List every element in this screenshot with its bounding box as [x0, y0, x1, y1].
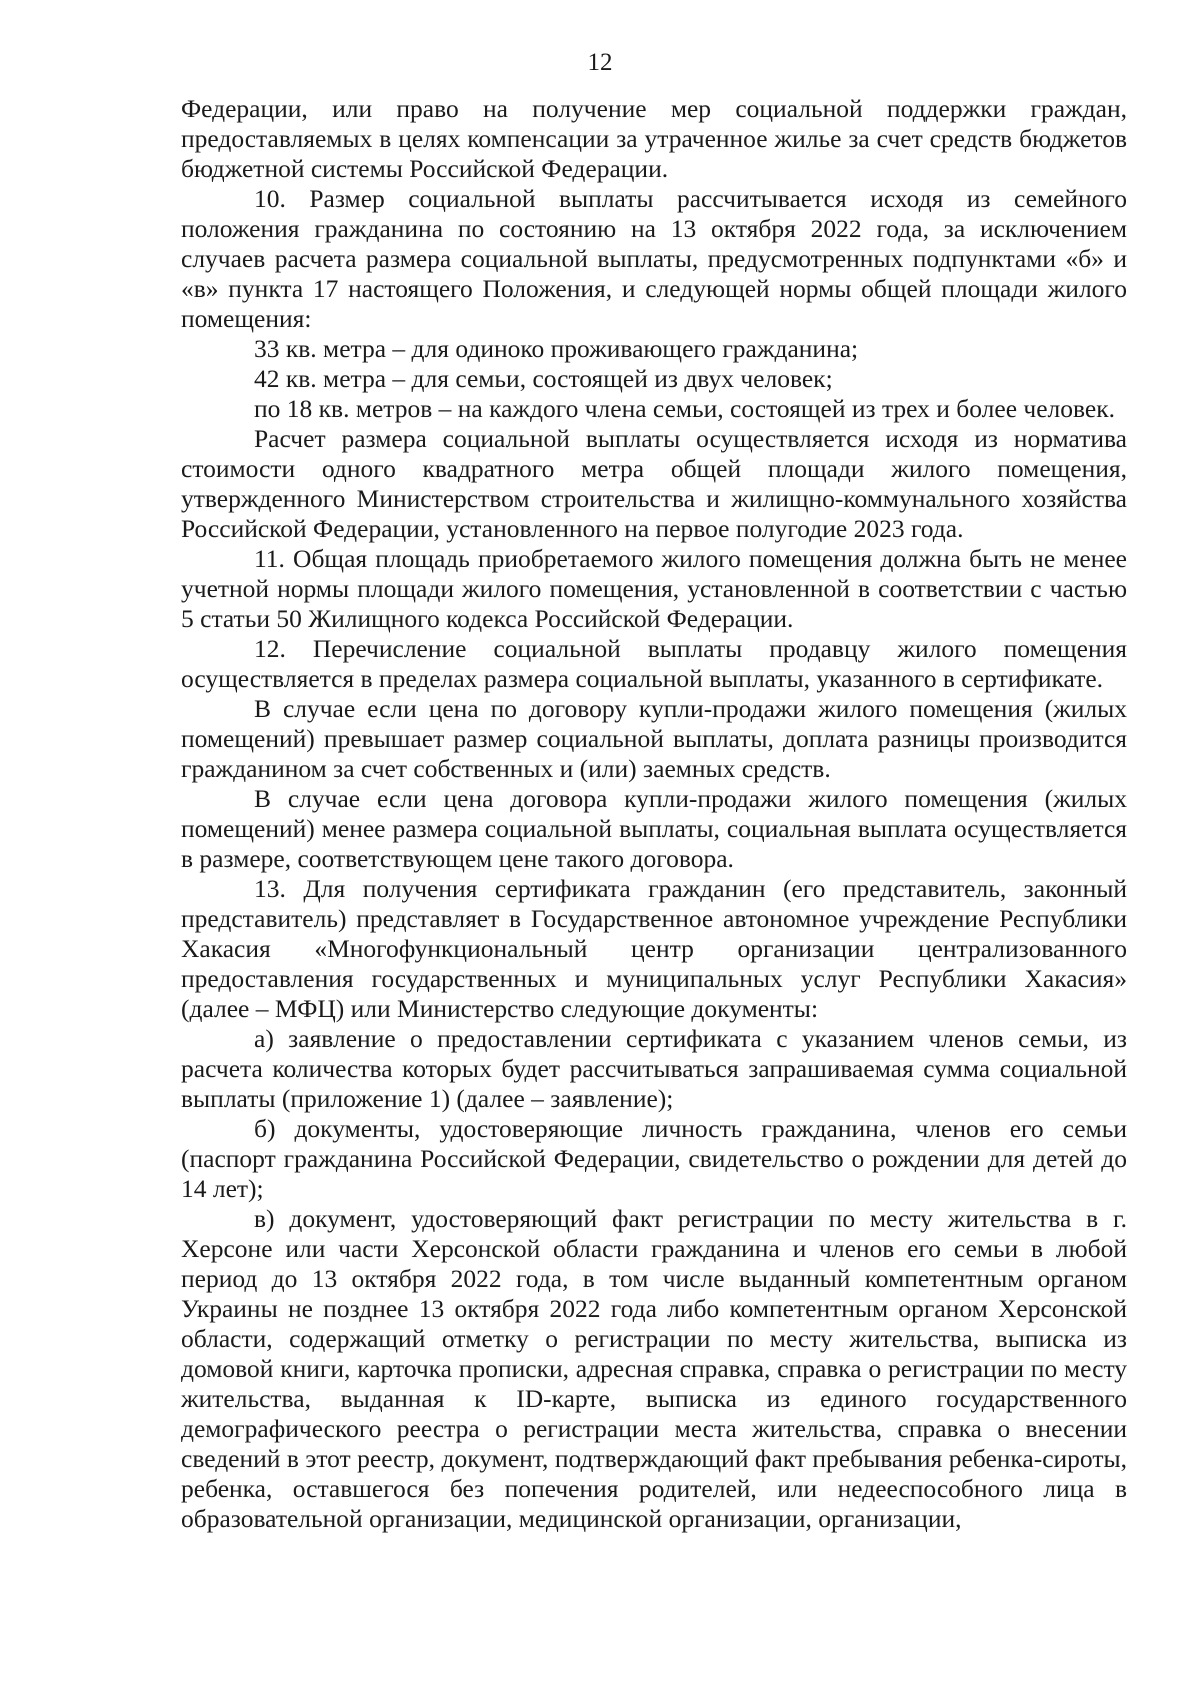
- paragraph-norm-two-persons: 42 кв. метра – для семьи, состоящей из двух человек;: [254, 364, 833, 393]
- paragraph-calculation-basis: Расчет размера социальной выплаты осуществляется исходя из норматива стоимости одного квадратного метра общей площади жилого помещения, утвержденного Министерством строительства и жилищно-коммунального хозяйства Российской Федерации, установленного на первое полугодие 2023 года.: [181, 424, 1127, 543]
- paragraph-continuation: Федерации, или право на получение мер социальной поддержки граждан, предоставляемых в целях компенсации за утраченное жилье за счет средств бюджетов бюджетной системы Российской Федерации.: [181, 94, 1127, 183]
- paragraph-norm-single: 33 кв. метра – для одиноко проживающего гражданина;: [254, 334, 859, 363]
- paragraph-item-13: 13. Для получения сертификата гражданин (его представитель, законный представитель) представляет в Государственное автономное учреждение Республики Хакасия «Многофункциональный центр организации централизованного предоставления государственных и муниципальных услуг Республики Хакасия» (далее – МФЦ) или Министерство следующие документы:: [181, 874, 1127, 1023]
- paragraph-price-exceeds: В случае если цена по договору купли-продажи жилого помещения (жилых помещений) превышает размер социальной выплаты, доплата разницы производится гражданином за счет собственных и (или) заемных средств.: [181, 694, 1127, 783]
- paragraph-norm-three-plus: по 18 кв. метров – на каждого члена семьи, состоящей из трех и более человек.: [254, 394, 1115, 423]
- paragraph-item-12: 12. Перечисление социальной выплаты продавцу жилого помещения осуществляется в пределах размера социальной выплаты, указанного в сертификате.: [181, 634, 1127, 693]
- document-body: [181, 94, 1127, 1534]
- paragraph-subitem-v: в) документ, удостоверяющий факт регистрации по месту жительства в г. Херсоне или части Херсонской области гражданина и членов его семьи в любой период до 13 октября 2022 года, в том числе выданный компетентным органом Украины не позднее 13 октября 2022 года либо компетентным органом Херсонской области, содержащий отметку о регистрации по месту жительства, выписка из домовой книги, карточка прописки, адресная справка, справка о регистрации по месту жительства, выданная к ID-карте, выписка из единого государственного демографического реестра о регистрации места жительства, справка о внесении сведений в этот реестр, документ, подтверждающий факт пребывания ребенка-сироты, ребенка, оставшегося без попечения родителей, или недееспособного лица в образовательной организации, медицинской организации, организации,: [181, 1204, 1127, 1533]
- page-number: 12: [587, 49, 613, 76]
- paragraph-subitem-a: а) заявление о предоставлении сертификата с указанием членов семьи, из расчета количества которых будет рассчитываться запрашиваемая сумма социальной выплаты (приложение 1) (далее – заявление);: [181, 1024, 1127, 1113]
- paragraph-item-11: 11. Общая площадь приобретаемого жилого помещения должна быть не менее учетной нормы площади жилого помещения, установленной в соответствии с частью 5 статьи 50 Жилищного кодекса Российской Федерации.: [181, 544, 1127, 633]
- paragraph-subitem-b: б) документы, удостоверяющие личность гражданина, членов его семьи (паспорт гражданина Российской Федерации, свидетельство о рождении для детей до 14 лет);: [181, 1114, 1127, 1203]
- paragraph-item-10: 10. Размер социальной выплаты рассчитывается исходя из семейного положения гражданина по состоянию на 13 октября 2022 года, за исключением случаев расчета размера социальной выплаты, предусмотренных подпунктами «б» и «в» пункта 17 настоящего Положения, и следующей нормы общей площади жилого помещения:: [181, 184, 1127, 333]
- paragraph-price-less: В случае если цена договора купли-продажи жилого помещения (жилых помещений) менее размера социальной выплаты, социальная выплата осуществляется в размере, соответствующем цене такого договора.: [181, 784, 1127, 873]
